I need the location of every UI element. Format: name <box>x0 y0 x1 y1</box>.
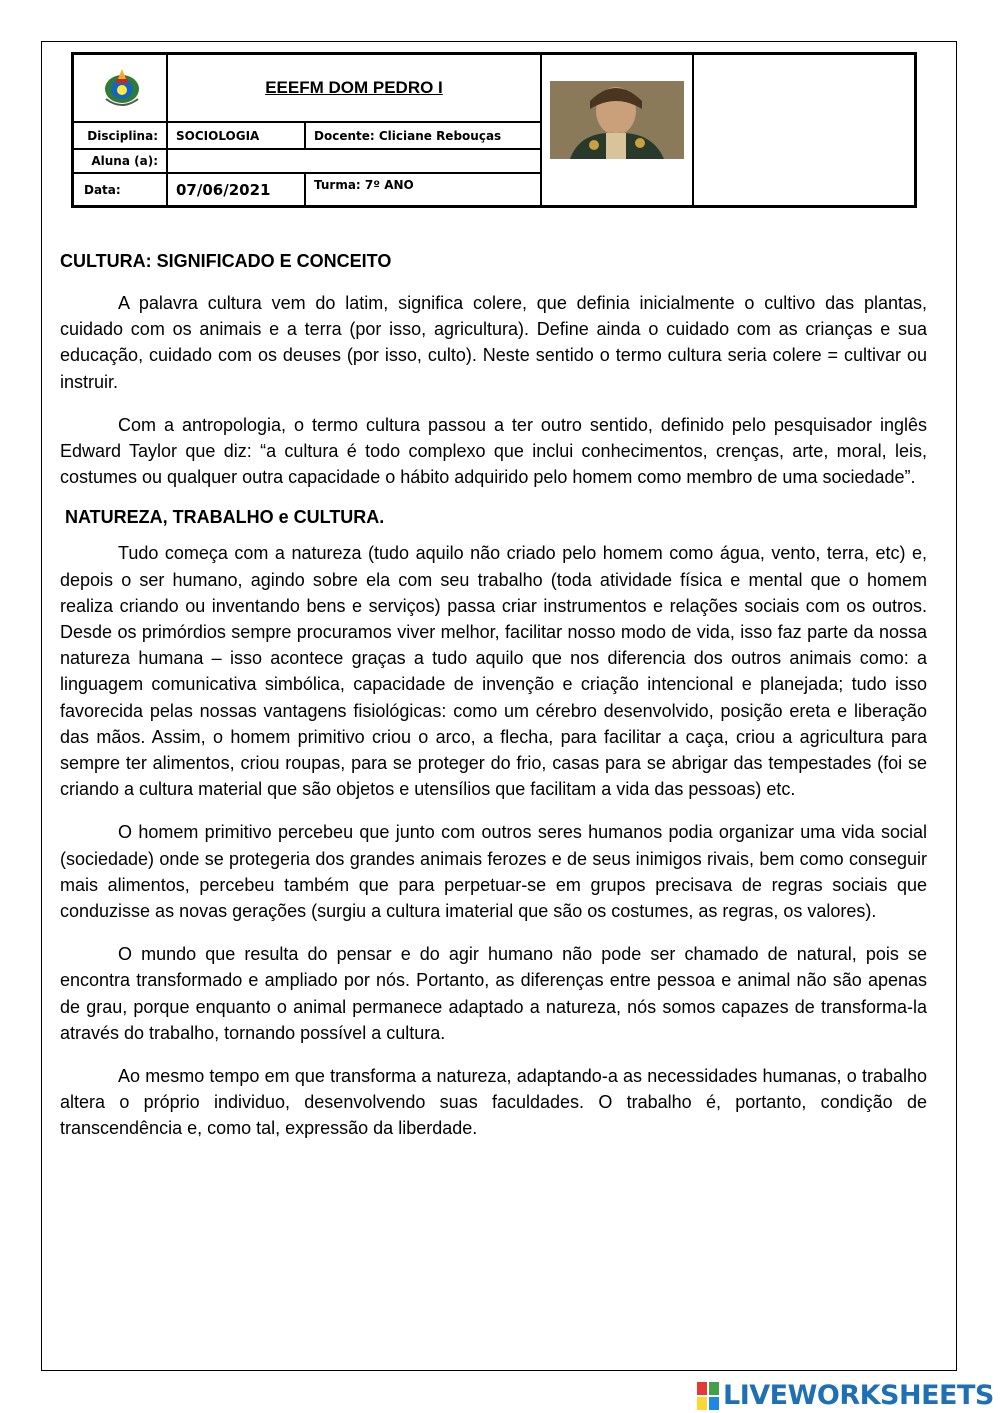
document-body <box>60 248 927 1142</box>
school-crest-icon <box>102 65 142 111</box>
portrait-image <box>550 81 684 159</box>
date-value: 07/06/2021 <box>167 173 305 206</box>
class-label: Turma: 7º ANO <box>305 173 541 206</box>
header-table <box>71 52 917 208</box>
liveworksheets-brand[interactable] <box>697 1380 994 1411</box>
liveworksheets-logo-icon <box>697 1382 719 1410</box>
discipline-value: SOCIOLOGIA <box>167 122 305 149</box>
school-name: EEEFM DOM PEDRO I <box>265 78 443 97</box>
teacher-label: Docente: Cliciane Rebouças <box>305 122 541 149</box>
date-label: Data: <box>73 173 167 206</box>
student-label: Aluna (a): <box>73 149 167 173</box>
logo-cell <box>73 54 167 122</box>
paragraph: Ao mesmo tempo em que transforma a natureza, adaptando-a as necessidades humanas, o trabalho altera o próprio individuo, desenvolvendo suas faculdades. O trabalho é, portanto, condição de transcendência e, como tal, expressão da liberdade. <box>60 1066 927 1139</box>
brand-text: LIVEWORKSHEETS <box>723 1380 994 1411</box>
discipline-label: Disciplina: <box>73 122 167 149</box>
paragraph: A palavra cultura vem do latim, significa colere, que definia inicialmente o cultivo das plantas, cuidado com os animais e a terra (por isso, agricultura). Define ainda o cuidado com as crianças e sua educação, cuidado com os deuses (por isso, culto). Neste sentido o termo cultura seria colere = cultivar ou instruir. <box>60 293 927 392</box>
paragraph: O mundo que resulta do pensar e do agir humano não pode ser chamado de natural, pois se encontra transformado e ampliado por nós. Portanto, as diferenças entre pessoa e animal não são apenas de grau, porque enquanto o animal permanece adaptado a natureza, nós somos capazes de transforma-la através do trabalho, tornando possível a cultura. <box>60 944 927 1043</box>
paragraph: Tudo começa com a natureza (tudo aquilo não criado pelo homem como água, vento, terra, etc) e, depois o ser humano, agindo sobre ela com seu trabalho (toda atividade física e mental que o homem realiza criando ou inventando bens e serviços) passa criar instrumentos e relações sociais com os outros. Desde os primórdios sempre procuramos viver melhor, facilitar nosso modo de vida, isso faz parte da nossa natureza humana – isso acontece graças a tudo aquilo que nos diferencia dos outros animais como: a linguagem comunicativa simbólica, capacidade de invenção e criação intencional e planejada; tudo isso favorecida pelas nossas vantagens fisiológicas: como um cérebro desenvolvido, posição ereta e liberação das mãos. Assim, o homem primitivo criou o arco, a flecha, para facilitar a caça, criou a agricultura para sempre ter alimentos, criou roupas, para se proteger do frio, casas para se abrigar das tempestades (foi se criando a cultura material que são objetos e utensílios que facilitam a vida das pessoas) etc. <box>60 543 927 800</box>
school-title-cell <box>167 54 541 122</box>
student-field[interactable] <box>167 149 541 173</box>
portrait-cell <box>541 54 693 206</box>
blank-cell <box>693 54 915 206</box>
paragraph: O homem primitivo percebeu que junto com outros seres humanos podia organizar uma vida social (sociedade) onde se protegeria dos grandes animais ferozes e de seus inimigos rivais, bem como conseguir mais alimentos, percebeu também que para perpetuar-se em grupos precisava de regras sociais que conduzisse as novas gerações (surgiu a cultura imaterial que são os costumes, as regras, os valores). <box>60 822 927 922</box>
section-heading: NATUREZA, TRABALHO e CULTURA. <box>65 507 385 528</box>
paragraph: Com a antropologia, o termo cultura passou a ter outro sentido, definido pelo pesquisador inglês Edward Taylor que diz: “a cultura é todo complexo que inclui conhecimentos, crenças, arte, moral, leis, costumes ou qualquer outra capacidade o hábito adquirido pelo homem como membro de uma sociedade”. <box>60 414 927 488</box>
section-heading: CULTURA: SIGNIFICADO E CONCEITO <box>60 251 392 271</box>
